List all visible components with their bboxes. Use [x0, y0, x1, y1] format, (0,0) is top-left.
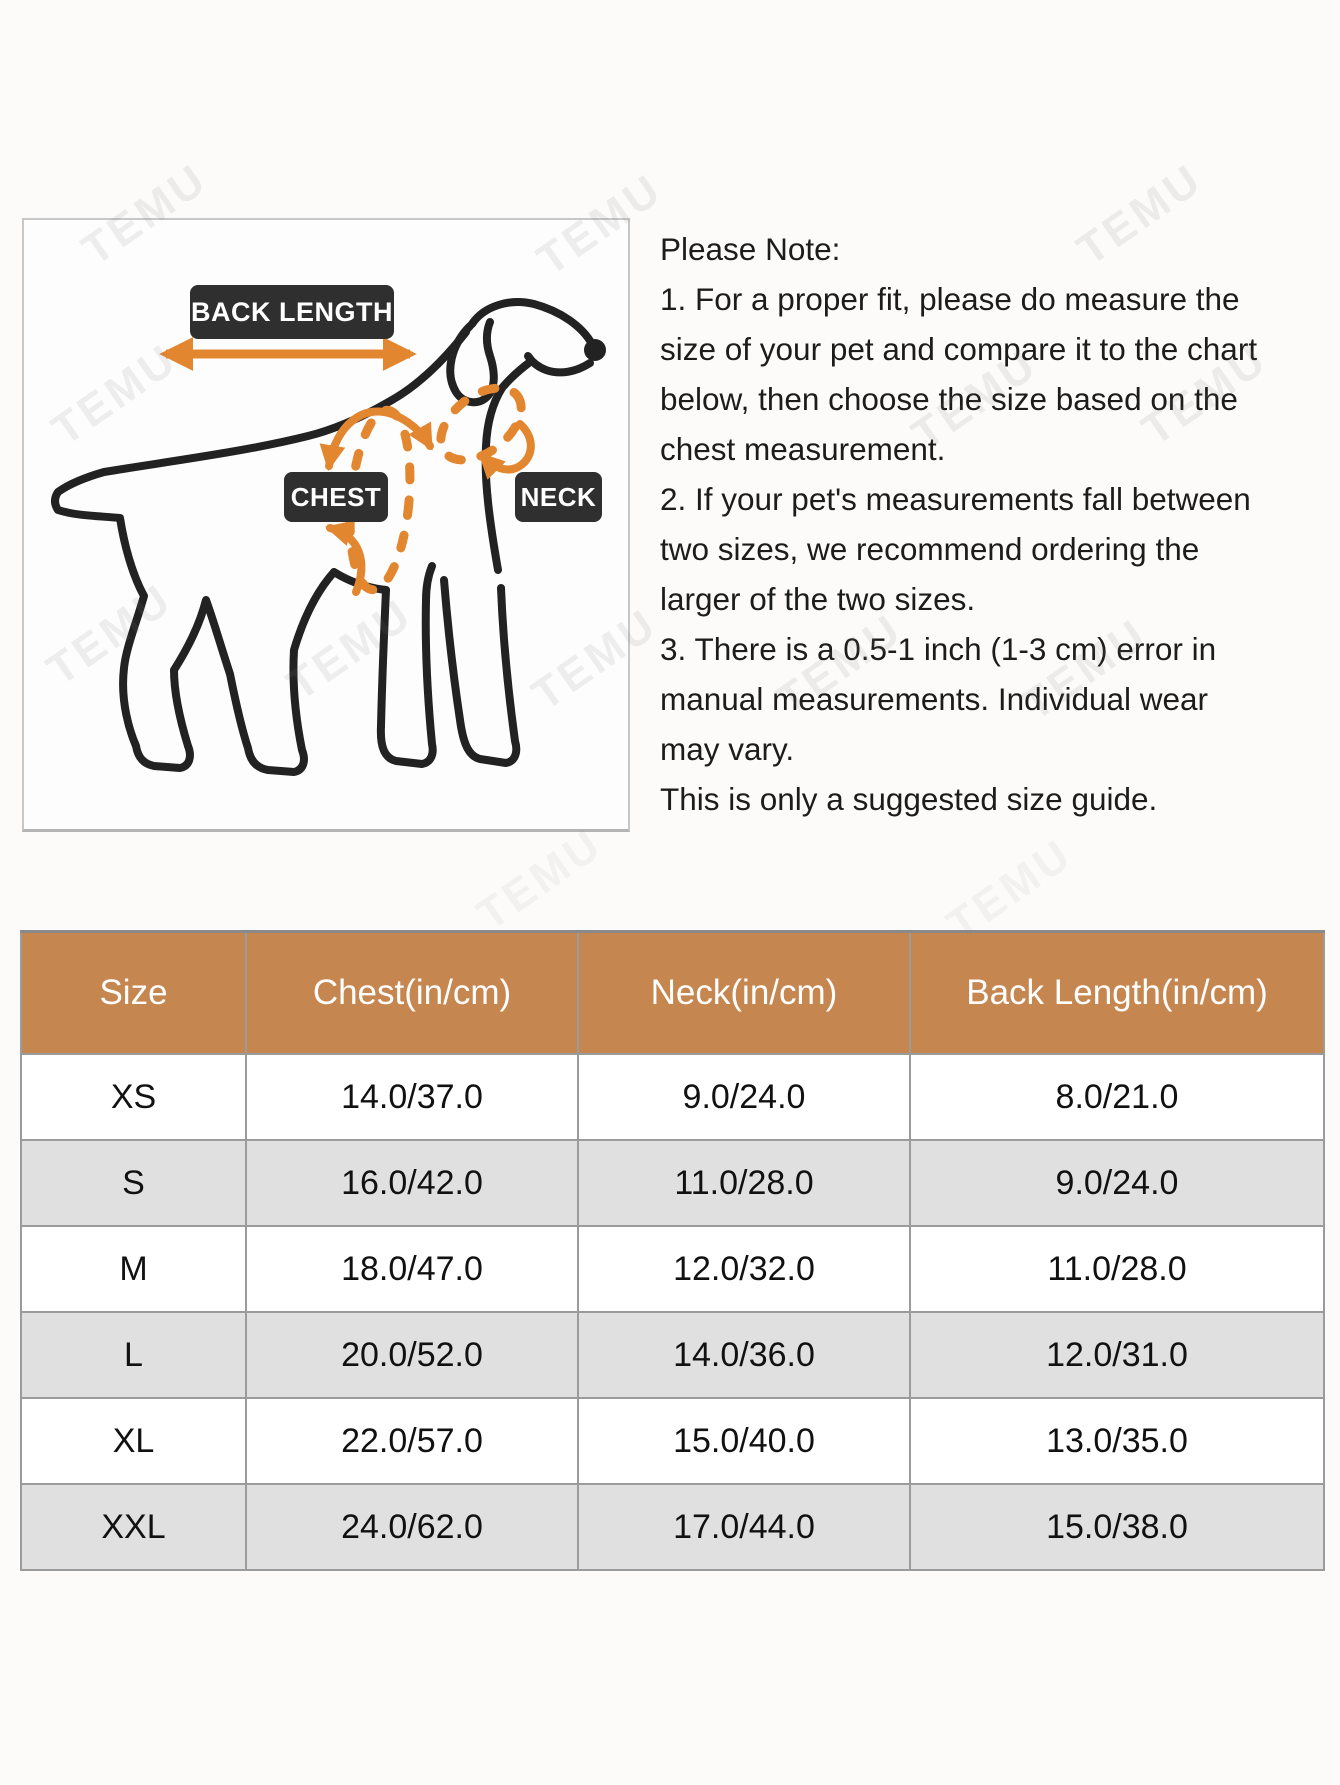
table-header-row [21, 932, 1324, 1055]
note-line: larger of the two sizes. [660, 581, 976, 617]
cell-neck: 9.0/24.0 [578, 1054, 910, 1140]
table-row-s [21, 1140, 1324, 1226]
measurement-diagram [22, 218, 630, 832]
cell-chest: 14.0/37.0 [246, 1054, 578, 1140]
note-block [660, 224, 1332, 824]
cell-chest: 20.0/52.0 [246, 1312, 578, 1398]
temu-watermark: TEMU [938, 829, 1082, 950]
temu-watermark: TEMU [903, 339, 1047, 460]
header-cell-back-length: Back Length(in/cm) [910, 932, 1324, 1055]
cell-chest: 18.0/47.0 [246, 1226, 578, 1312]
cell-neck: 17.0/44.0 [578, 1484, 910, 1570]
cell-size: XXL [21, 1484, 246, 1570]
temu-watermark: TEMU [73, 154, 217, 275]
table-row-xxl [21, 1484, 1324, 1570]
cell-back: 12.0/31.0 [910, 1312, 1324, 1398]
temu-watermark: TEMU [468, 819, 612, 940]
table-row-xl [21, 1398, 1324, 1484]
cell-neck: 11.0/28.0 [578, 1140, 910, 1226]
cell-back: 8.0/21.0 [910, 1054, 1324, 1140]
note-line: may vary. [660, 731, 795, 767]
table-row-xs [21, 1054, 1324, 1140]
note-line: size of your pet and compare it to the chart [660, 331, 1258, 367]
temu-watermark: TEMU [1013, 609, 1157, 730]
note-line: 1. For a proper fit, please do measure the [660, 281, 1240, 317]
table-row-m [21, 1226, 1324, 1312]
cell-size: L [21, 1312, 246, 1398]
cell-neck: 14.0/36.0 [578, 1312, 910, 1398]
temu-watermark: TEMU [1133, 334, 1277, 455]
cell-size: XL [21, 1398, 246, 1484]
header-cell-size: Size [21, 932, 246, 1055]
note-line: two sizes, we recommend ordering the [660, 531, 1200, 567]
cell-neck: 15.0/40.0 [578, 1398, 910, 1484]
cell-size: M [21, 1226, 246, 1312]
table-row-l [21, 1312, 1324, 1398]
cell-back: 11.0/28.0 [910, 1226, 1324, 1312]
note-line: below, then choose the size based on the [660, 381, 1238, 417]
cell-chest: 16.0/42.0 [246, 1140, 578, 1226]
note-line: This is only a suggested size guide. [660, 781, 1158, 817]
cell-neck: 12.0/32.0 [578, 1226, 910, 1312]
header-cell-chest: Chest(in/cm) [246, 932, 578, 1055]
note-line: manual measurements. Individual wear [660, 681, 1209, 717]
temu-watermark: TEMU [1068, 154, 1212, 275]
note-line: 3. There is a 0.5-1 inch (1-3 cm) error in [660, 631, 1217, 667]
header-cell-neck: Neck(in/cm) [578, 932, 910, 1055]
cell-size: XS [21, 1054, 246, 1140]
note-title: Please Note: [660, 231, 841, 267]
neck-label: NECK [515, 472, 602, 522]
cell-chest: 24.0/62.0 [246, 1484, 578, 1570]
cell-back: 15.0/38.0 [910, 1484, 1324, 1570]
note-line: 2. If your pet's measurements fall between [660, 481, 1251, 517]
cell-back: 13.0/35.0 [910, 1398, 1324, 1484]
dog-nose-icon [584, 339, 606, 361]
temu-watermark: TEMU [768, 604, 912, 725]
back-length-label: BACK LENGTH [190, 285, 394, 339]
size-table [20, 930, 1325, 1571]
cell-back: 9.0/24.0 [910, 1140, 1324, 1226]
note-line: chest measurement. [660, 431, 946, 467]
cell-chest: 22.0/57.0 [246, 1398, 578, 1484]
dog-outline [55, 302, 592, 772]
chest-label: CHEST [284, 472, 388, 522]
cell-size: S [21, 1140, 246, 1226]
